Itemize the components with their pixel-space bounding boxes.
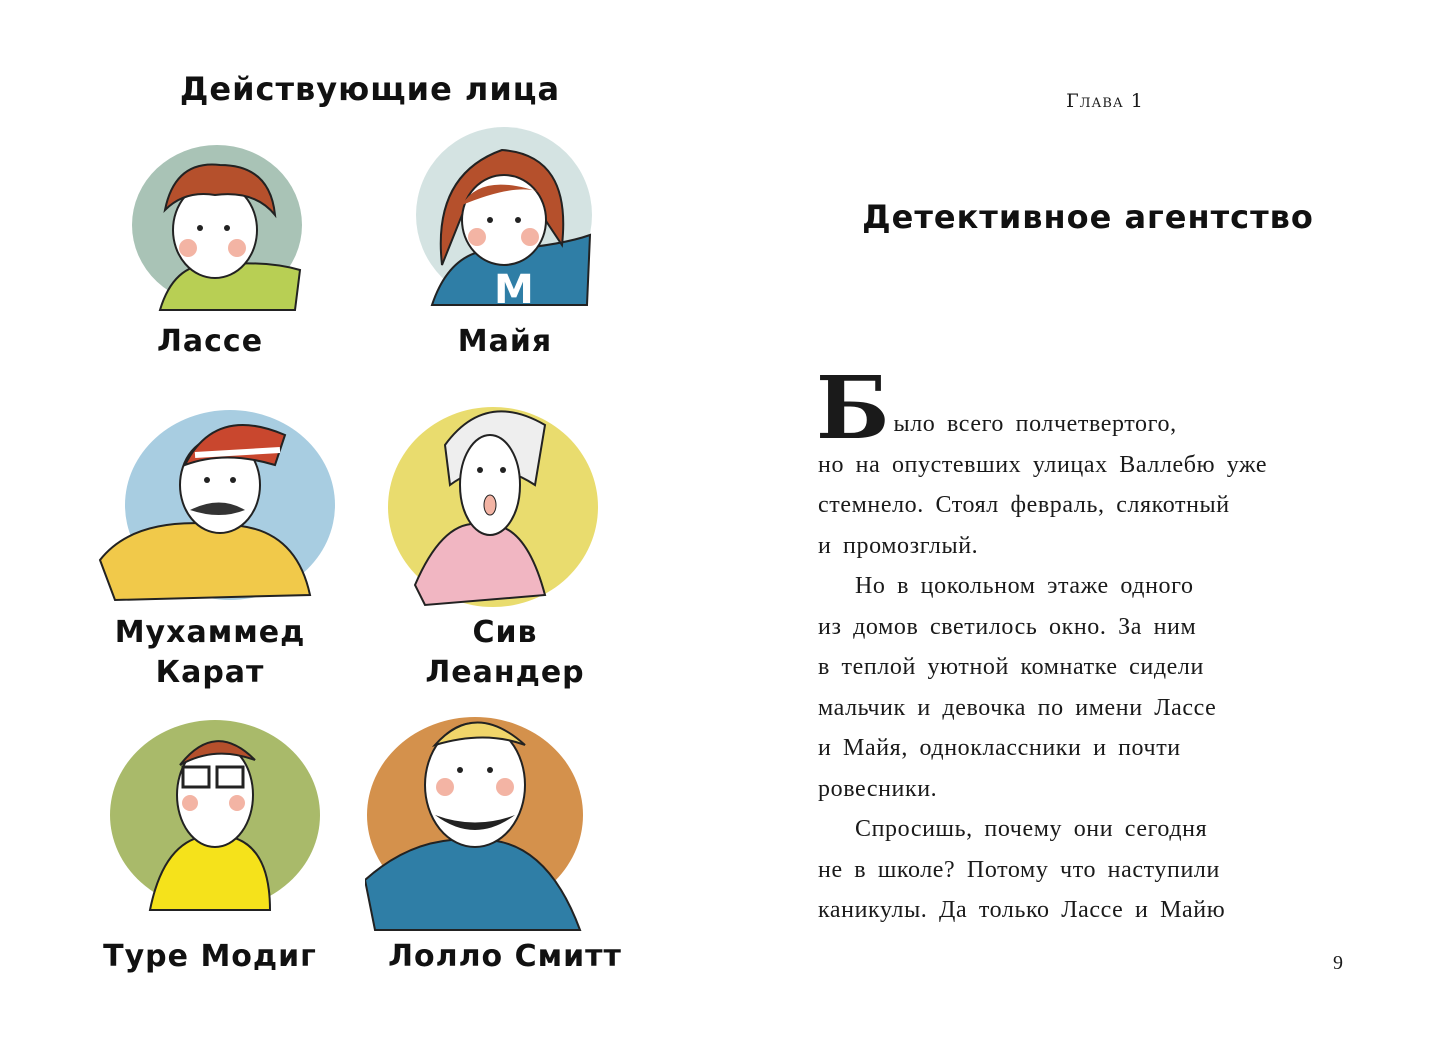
chapter-label: Глава 1 <box>1066 90 1144 112</box>
text-line: Спросишь, почему они сегодня <box>855 816 1208 842</box>
portrait-muhammed <box>95 405 340 605</box>
text-line: ровесники. <box>818 775 938 802</box>
text-line: из домов светилось окно. За ним <box>818 613 1197 640</box>
portrait-maija <box>412 125 597 310</box>
text-line: ыло всего полчетвертого, <box>893 411 1177 437</box>
text-line: Но в цокольном этаже одного <box>855 573 1194 599</box>
character-name: Лолло Смитт <box>388 939 622 974</box>
cast-title: Действующие лица <box>179 70 561 108</box>
text-line: и промозглый. <box>818 532 979 559</box>
page-number: 9 <box>1333 952 1343 974</box>
text-line: стемнело. Стоял февраль, слякотный <box>818 492 1230 518</box>
text-line: каникулы. Да только Лассе и Майю <box>818 897 1226 923</box>
character-name: Туре Модиг <box>103 939 317 974</box>
drop-cap: Б <box>816 358 890 459</box>
character-name: Сив Леандер <box>425 615 585 690</box>
portrait-siv <box>385 395 605 615</box>
chapter-title: Детективное агентство <box>862 198 1314 236</box>
portrait-lollo <box>365 705 590 935</box>
character-name: Майя <box>457 324 553 359</box>
portrait-ture <box>105 715 325 915</box>
text-line: но на опустевших улицах Валлебю уже <box>818 451 1268 478</box>
portrait-lasse <box>125 140 310 315</box>
text-line: в теплой уютной комнатке сидели <box>818 654 1204 680</box>
text-line: и Майя, одноклассники и почти <box>818 735 1181 761</box>
svg-text:M: M <box>494 267 534 310</box>
text-line: мальчик и девочка по имени Лассе <box>818 694 1217 721</box>
character-name: Мухаммед Карат <box>114 615 306 690</box>
character-name: Лассе <box>156 324 264 359</box>
chapter-text <box>816 358 1268 931</box>
text-line: не в школе? Потому что наступили <box>818 856 1220 883</box>
